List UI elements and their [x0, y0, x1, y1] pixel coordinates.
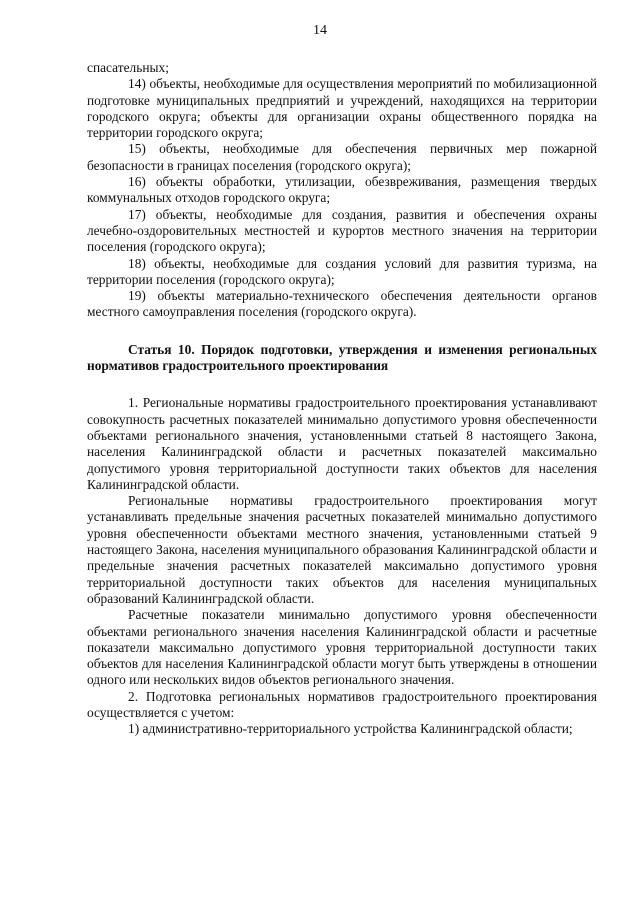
list-item-18: 18) объекты, необходимые для создания условий для развития туризма, на территории поселения (городского округа); [87, 255, 597, 287]
page-number: 14 [313, 23, 327, 38]
list-item-15: 15) объекты, необходимые для обеспечения первичных мер пожарной безопасности в границах поселения (городского округа); [87, 141, 597, 173]
document-body [87, 60, 597, 738]
list-item-1: 1) административно-территориального устройства Калининградской области; [128, 721, 573, 737]
paragraph: 2. Подготовка региональных нормативов градостроительного проектирования осуществляется с учетом: [87, 688, 597, 720]
list-item-17: 17) объекты, необходимые для создания, развития и обеспечения охраны лечебно-оздоровительных местностей и курортов местного значения на территории поселения (городского округа); [87, 206, 597, 255]
paragraph: 1. Региональные нормативы градостроительного проектирования устанавливают совокупность расчетных показателей минимально допустимого уровня обеспеченности объектами регионального значения, установленными статьей 8 настоящего Закона, населения Калининградской области и расчетных показателей максимально допустимого уровня территориальной доступности таких объектов для населения Калининградской области. [87, 395, 597, 492]
article-heading: Статья 10. Порядок подготовки, утверждения и изменения региональных нормативов градостроительного проектирования [87, 341, 597, 374]
paragraph: Расчетные показатели минимально допустимого уровня обеспеченности объектами регионального значения населения Калининградской области и расчетные показатели максимально допустимого уровня территориальной доступности таких объектов для населения Калининградской области могут быть утверждены в отношении одного или нескольких видов объектов регионального значения. [87, 607, 597, 688]
list-item-14: 14) объекты, необходимые для осуществления мероприятий по мобилизационной подготовке муниципальных предприятий и учреждений, находящихся на территории городского округа; объекты для организации охраны общественного порядка на территории городского округа; [87, 76, 597, 141]
list-item-16: 16) объекты обработки, утилизации, обезвреживания, размещения твердых коммунальных отходов городского округа; [87, 174, 597, 206]
list-item-19: 19) объекты материально-технического обеспечения деятельности органов местного самоуправления поселения (городского округа). [87, 288, 597, 320]
paragraph: спасательных; [87, 60, 169, 75]
paragraph: Региональные нормативы градостроительного проектирования могут устанавливать предельные значения расчетных показателей минимально допустимого уровня обеспеченности объектами местного значения, установленными статьей 9 настоящего Закона, населения муниципального образования Калининградской области и предельные значения расчетных показателей максимально допустимого уровня территориальной доступности таких объектов для населения муниципальных образований Калининградской области. [87, 493, 597, 606]
